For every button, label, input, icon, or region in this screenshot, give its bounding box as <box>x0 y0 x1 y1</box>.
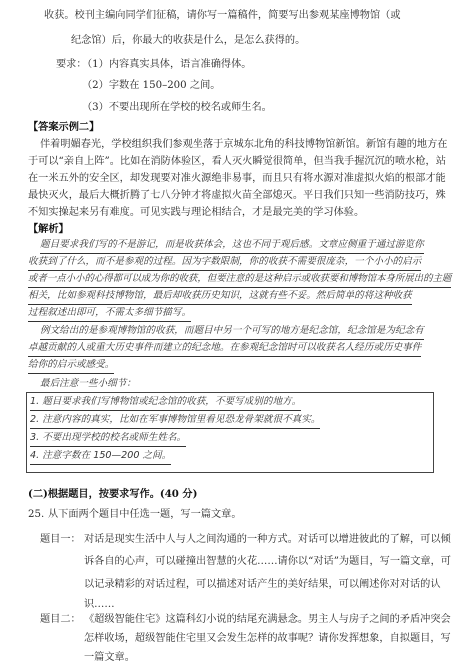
tips-title: 最后注意一些小细节： <box>40 378 136 390</box>
analysis-line: 过程叙述出即可，不需太多细节描写。 <box>28 306 191 322</box>
question-number: 25. <box>28 508 45 520</box>
topic-2-line: 《超级智能住宅》这篇科幻小说的结尾充满悬念。男主人与房子之间的矛盾冲突会 <box>84 613 451 625</box>
requirement-3: （3）不要出现所在学校的校名或师生名。 <box>82 102 272 114</box>
analysis-heading: 【解析】 <box>28 223 69 236</box>
topic-1-line: 诉各自的心声，可以碰撞出智慧的火花……请你以“对话”为题目，写一篇文章，可 <box>84 556 451 568</box>
intro-line-1: 收获。校刊主编向同学们征稿，请你写一篇稿件，简要写出参观某座博物馆（或 <box>44 10 401 22</box>
example-line: 伴着明媚春光，学校组织我们参观坐落于京城东北角的科技博物馆新馆。新馆有趣的地方在 <box>40 139 448 151</box>
example-line: 在一米五外的安全区，却发现要对准火源绝非易事，而且只有将水源对准虚拟火焰的根部才能 <box>28 173 446 185</box>
requirement-1: （1）内容真实具体，语言准确得体。 <box>82 58 252 70</box>
topic-2-line: 怎样收场，超级智能住宅里又会发生怎样的故事呢？请你发挥想象，自拟题目，写 <box>84 632 451 644</box>
analysis-line: 题目要求我们写的不是游记，而是收获体会，这也不同于观后感。文章应侧重于通过游览你 <box>40 238 424 254</box>
topic-1-label: 题目一： <box>40 533 81 545</box>
topic-2-label: 题目二： <box>40 613 81 625</box>
topic-1-line: 识…… <box>84 598 115 610</box>
tip-item: 1. 题目要求我们写博物馆或纪念馆的收获，不要写成别的地方。 <box>30 395 301 411</box>
intro-line-2: 纪念馆）后，你最大的收获是什么，是怎么获得的。 <box>71 35 306 47</box>
topic-2-line: 一篇文章。 <box>84 651 135 663</box>
analysis-line: 收获到了什么，而不是参观的过程。因为字数限制，你的收获不需要很庞杂，一个小小的启示 <box>28 255 421 271</box>
requirement-2: （2）字数在 150–200 之间。 <box>82 80 221 92</box>
example-line: 不知实操起来另有难度。可见实践与理论相结合，才是最完美的学习体验。 <box>28 207 365 219</box>
tip-item: 4. 注意字数在 150—200 之间。 <box>30 449 171 465</box>
tip-item: 2. 注意内容的真实，比如在军事博物馆里看见恐龙骨架就很不真实。 <box>30 413 320 429</box>
example-line: 于可以“亲自上阵”。比如在消防体验区，看人灭火瞬觉很简单，但当我手握沉沉的喷水枪，站 <box>28 156 446 168</box>
example-line: 最快灭火，最后大概折腾了七八分钟才将虚拟火苗全部熄灭。平日我们只知一些消防技巧，殊 <box>28 190 446 202</box>
topic-1-line: 对话是现实生活中人与人之间沟通的一种方式。对话可以增进彼此的了解，可以倾 <box>84 533 451 545</box>
analysis-line: 例文给出的是参观博物馆的收获，而题目中另一个可写的地方是纪念馆，纪念馆是为纪念有 <box>40 324 424 340</box>
example-heading: 【答案示例二】 <box>28 121 100 134</box>
analysis-line: 相关，比如参观科技博物馆，最后却收获历史知识，这就有些不妥。然后简单的将这种收获 <box>28 289 412 305</box>
analysis-line: 或者一点小小的心得都可以成为你的收获，但要注意的是这种启示或收获要和博物馆本身所展出的主题 <box>28 272 451 288</box>
analysis-line: 卓越贡献的人或重大历史事件而建立的纪念地。在参观纪念馆时可以收获名人经历或历史事件 <box>28 341 421 357</box>
question-text: 从下面两个题目中任选一题，写一篇文章。 <box>48 508 242 520</box>
tip-item: 3. 不要出现学校的校名或师生姓名。 <box>30 431 186 447</box>
section-heading: (二)根据题目，按要求写作。(40 分) <box>28 488 198 501</box>
topic-1-line: 以记录精彩的对话过程，可以描述对话产生的美好结果，可以阐述你对对话的认 <box>84 578 441 590</box>
analysis-line: 给你的启示或感受。 <box>28 358 114 374</box>
requirements-label: 要求： <box>56 58 87 70</box>
